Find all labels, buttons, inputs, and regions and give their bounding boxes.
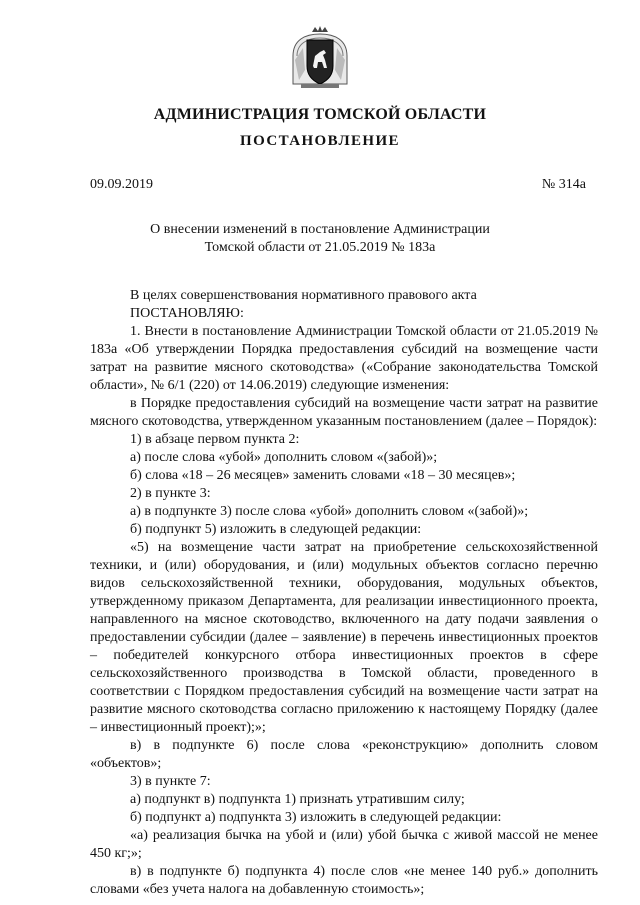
paragraph: 1) в абзаце первом пункта 2: (130, 432, 300, 447)
paragraph: «5) на возмещение части затрат на приобретение сельскохозяйственной техники, и (или) оборудования, и (или) модульных объектов согласно перечню видов сельскохозяйственной техники, оборудования, модульных объектов, утвержденному приказом Департамента, для реализации инвестиционного проекта, направленного на мясное скотоводство, включенного на дату подачи заявления о предоставлении субсидии (далее – заявление) в перечень инвестиционных проектов – победителей конкурсного отбора инвестиционных проектов в сфере сельскохозяйственного производства в Томской области, проведенного в соответствии с Порядком предоставления субсидий на возмещение части затрат на развитие мясного скотоводства согласно приложению к настоящему Порядку (далее – инвестиционный проект);»; (90, 540, 598, 735)
coat-of-arms-icon (287, 26, 353, 92)
document-number: № 314а (541, 177, 586, 192)
paragraph: б) слова «18 – 26 месяцев» заменить словами «18 – 30 месяцев»; (130, 468, 516, 483)
paragraph: ПОСТАНОВЛЯЮ: (130, 306, 244, 321)
document-type: ПОСТАНОВЛЕНИЕ (240, 133, 400, 149)
document-date: 09.09.2019 (90, 177, 153, 192)
paragraph: в Порядке предоставления субсидий на возмещение части затрат на развитие мясного скотоводства, утвержденном указанным постановлением (далее – Порядок): (90, 396, 598, 429)
paragraph: «а) реализация бычка на убой и (или) убой бычка с живой массой не менее 450 кг;»; (90, 828, 598, 861)
paragraph: в) в подпункте б) подпункта 4) после слов «не менее 140 руб.» дополнить словами «без учета налога на добавленную стоимость»; (90, 864, 598, 897)
paragraph: а) подпункт в) подпункта 1) признать утратившим силу; (130, 792, 465, 807)
subject-line: Томской области от 21.05.2019 № 183а (204, 240, 436, 255)
organization-title: АДМИНИСТРАЦИЯ ТОМСКОЙ ОБЛАСТИ (153, 106, 487, 123)
subject-line: О внесении изменений в постановление Администрации (150, 222, 490, 237)
paragraph: 2) в пункте 3: (130, 486, 211, 501)
document-subject (0, 221, 640, 257)
paragraph: а) в подпункте 3) после слова «убой» дополнить словом «(забой)»; (130, 504, 529, 519)
document-body (90, 287, 598, 899)
paragraph: в) в подпункте 6) после слова «реконструкцию» дополнить словом «объектов»; (90, 738, 598, 771)
paragraph: В целях совершенствования нормативного правового акта (130, 288, 477, 303)
paragraph: а) после слова «убой» дополнить словом «(забой)»; (130, 450, 438, 465)
paragraph: 3) в пункте 7: (130, 774, 211, 789)
paragraph: б) подпункт а) подпункта 3) изложить в следующей редакции: (130, 810, 502, 825)
paragraph: 1. Внести в постановление Администрации Томской области от 21.05.2019 № 183а «Об утверждении Порядка предоставления субсидий на возмещение части затрат на развитие мясного скотоводства» («Собрание законодательства Томской области», № 6/1 (220) от 14.06.2019) следующие изменения: (90, 324, 598, 393)
paragraph: б) подпункт 5) изложить в следующей редакции: (130, 522, 422, 537)
